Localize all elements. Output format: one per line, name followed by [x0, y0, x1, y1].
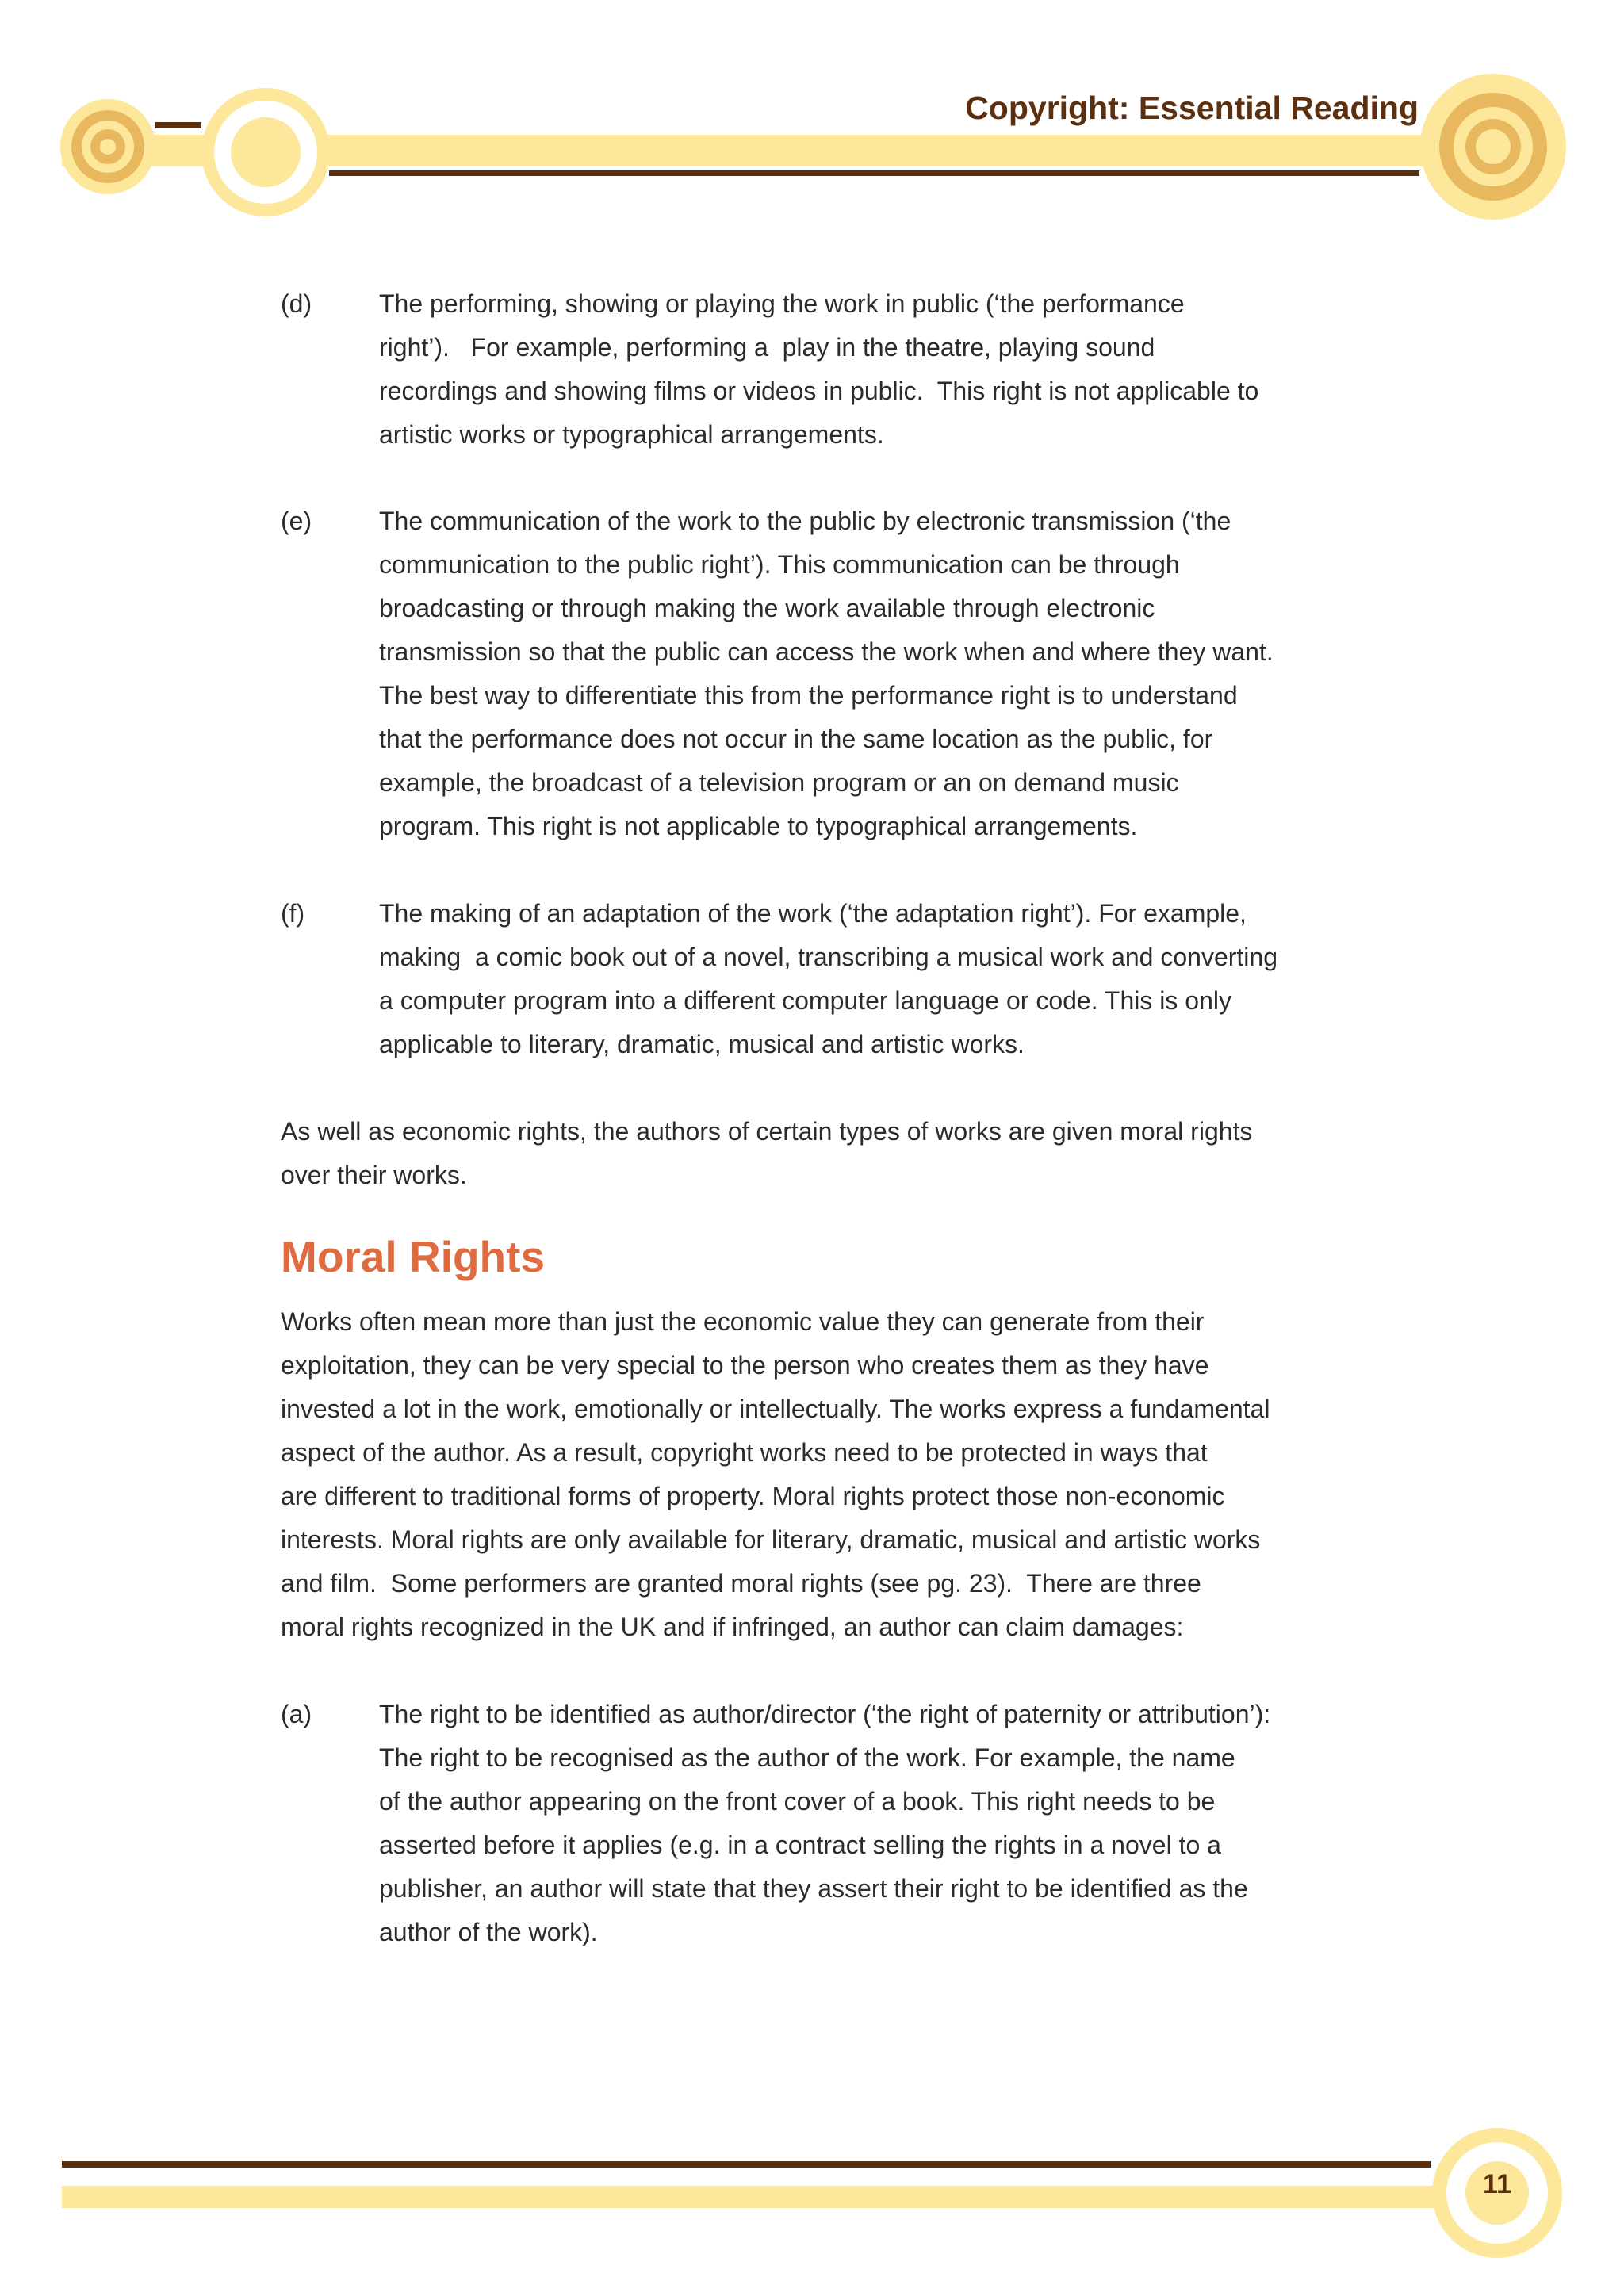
- list-item-a: (a) The right to be identified as author/director (‘the right of paternity or attribution’): The right to be recognised as the author of the work. For example, the name of the author appearing on the front cover of a book. This right needs to be asserted before it applies (e.g. in a contract selling the rights in a novel to a publisher, an author will state that they assert their right to be identified as the author of the work).: [281, 1693, 1351, 1954]
- economic-rights-list-e: [281, 499, 1351, 848]
- list-item-e: (e) The communication of the work to the public by electronic transmission (‘the communication to the public right’). This communication can be through broadcasting or through making the work available through electronic transmission so that the public can access the work when and where they want. The best way to differentiate this from the performance right is to understand that the performance does not occur in the same location as the public, for example, the broadcast of a television program or an on demand music program. This right is not applicable to typographical arrangements.: [281, 499, 1351, 848]
- item-label: (d): [281, 289, 312, 318]
- intro-paragraph: As well as economic rights, the authors of certain types of works are given moral rights over their works.: [281, 1117, 1253, 1189]
- page-number: 11: [1483, 2169, 1511, 2199]
- item-label: (a): [281, 1700, 312, 1728]
- footer-decoration: [0, 2109, 1624, 2296]
- target-circle-right-icon: [1420, 74, 1566, 220]
- economic-rights-list: [281, 282, 1351, 457]
- item-label: (f): [281, 899, 305, 928]
- list-item-f: (f) The making of an adaptation of the work (‘the adaptation right’). For example, making a comic book out of a novel, transcribing a musical work and converting a computer program into a different computer language or code. This is only applicable to literary, dramatic, musical and artistic works.: [281, 892, 1351, 1066]
- header-title: Copyright: Essential Reading: [965, 90, 1419, 126]
- item-label: (e): [281, 507, 312, 535]
- moral-rights-list: [281, 1693, 1351, 1954]
- ring-circle-icon: [201, 88, 330, 216]
- economic-rights-list-f: [281, 892, 1351, 1066]
- list-item-d: (d) The performing, showing or playing the work in public (‘the performance right’). For example, performing a play in the theatre, playing sound recordings and showing films or videos in public. This right is not applicable to artistic works or typographical arrangements.: [281, 282, 1351, 457]
- moral-rights-heading: Moral Rights: [281, 1232, 546, 1281]
- moral-rights-paragraph: Works often mean more than just the economic value they can generate from their exploitation, they can be very special to the person who creates them as they have invested a lot in the work, emotionally or intellectually. The works express a fundamental aspect of the author. As a result, copyright works need to be protected in ways that are different to traditional forms of property. Moral rights protect those non-economic interests. Moral rights are only available for literary, dramatic, musical and artistic works and film. Some performers are granted moral rights (see pg. 23). There are three moral rights recognized in the UK and if infringed, an author can claim damages:: [281, 1307, 1270, 1641]
- target-circle-icon: [60, 99, 155, 194]
